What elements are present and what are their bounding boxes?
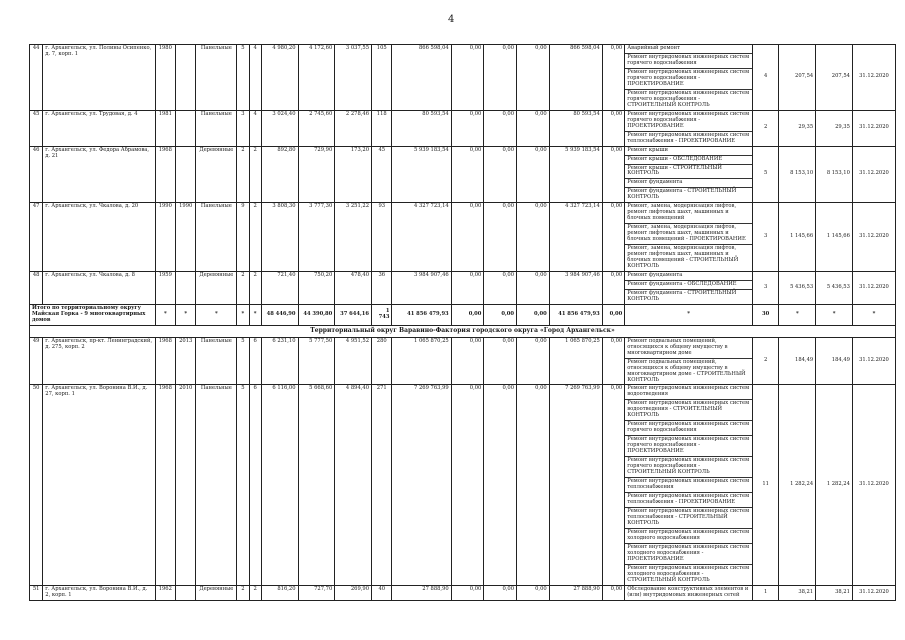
table-row (30, 203, 896, 272)
row-number: 44 (30, 45, 43, 111)
table-row (30, 45, 896, 111)
fund-owners-cell: 866 598,04 (549, 45, 602, 111)
page-number: 4 (448, 14, 455, 25)
cost-total-cell: 866 598,04 (392, 45, 451, 111)
cost-limit-cell: 1 282,24 (816, 385, 853, 585)
year-repair-cell: 1990 (176, 203, 196, 272)
work-item: Ремонт фундамента (625, 272, 752, 281)
works-list-cell (625, 146, 753, 203)
work-item: Ремонт, замена, модернизация лифтов, ремонт лифтовых шахт, машинных и блочных помещений - ПРОЕКТИРОВАНИЕ (625, 224, 752, 245)
floors-cell: 2 (237, 146, 249, 203)
fund-local-cell: 0,00 (517, 385, 550, 585)
works-count-cell: 5 (752, 146, 779, 203)
area-residential-cell: 3 037,55 (335, 45, 372, 111)
deadline-cell: 31.12.2020 (852, 272, 895, 305)
fund-region-cell: 0,00 (484, 337, 517, 385)
cost-total-cell: 1 065 870,25 (392, 337, 451, 385)
cost-per-m2-cell: 38,21 (779, 585, 816, 600)
works-count-cell: 3 (752, 272, 779, 305)
entrances-cell: 6 (249, 337, 261, 385)
floors-cell: 5 (237, 385, 249, 585)
fund-owners-cell: 4 327 723,14 (549, 203, 602, 272)
work-item: Ремонт фундамента - ОБСЛЕДОВАНИЕ (625, 281, 752, 290)
works-count-cell: 3 (752, 203, 779, 272)
address-cell: г. Архангельск, ул. Чкалова, д. 20 (43, 203, 155, 272)
entrances-cell: 2 (249, 203, 261, 272)
work-item: Ремонт, замена, модернизация лифтов, ремонт лифтовых шахт, машинных и блочных помещений - СТРОИТЕЛЬНЫЙ КОНТРОЛЬ (627, 245, 739, 270)
works-count-cell: 2 (752, 110, 779, 146)
table-row (30, 146, 896, 203)
entrances-cell: 6 (249, 385, 261, 585)
cost-total-cell: 27 888,90 (392, 585, 451, 600)
address-cell: г. Архангельск, ул. Воронина В.И., д. 2, корп. 1 (43, 585, 155, 600)
fund-owners-cell: 3 984 907,46 (549, 272, 602, 305)
work-item: Ремонт внутридомовых инженерных систем холодного водоснабжения - ПРОЕКТИРОВАНИЕ (625, 544, 752, 565)
area-total-cell: 3 024,40 (261, 110, 298, 146)
fund-federal-cell: 0,00 (451, 146, 484, 203)
fund-other-cell: 0,00 (602, 146, 624, 203)
area-living-cell: 727,70 (298, 585, 335, 600)
floors-cell: 3 (237, 110, 249, 146)
fund-federal-cell: 0,00 (451, 272, 484, 305)
entrances-cell: 2 (249, 272, 261, 305)
cost-total-cell: 3 984 907,46 (392, 272, 451, 305)
fund-other-cell: 0,00 (602, 337, 624, 385)
fund-owners-cell: 27 888,90 (549, 585, 602, 600)
fund-federal-cell: 0,00 (451, 337, 484, 385)
work-item: Ремонт внутридомовых инженерных систем горячего водоснабжения - ПРОЕКТИРОВАНИЕ (625, 111, 752, 132)
address-cell: г. Архангельск, ул. Полины Осипенко, д. 7, корп. 1 (43, 45, 155, 111)
work-item: Ремонт крыши - СТРОИТЕЛЬНЫЙ КОНТРОЛЬ (625, 165, 752, 180)
fund-region-cell: 0,00 (484, 45, 517, 111)
fund-other-cell: 0,00 (602, 203, 624, 272)
row-number: 45 (30, 110, 43, 146)
works-list-cell (625, 45, 753, 111)
area-residential-cell: 4 894,40 (335, 385, 372, 585)
works-count-cell: 4 (752, 45, 779, 111)
area-total-cell: 816,20 (261, 585, 298, 600)
work-item: Обследование конструктивных элементов и (или) внутридомовых инженерных сетей (627, 585, 749, 598)
fund-other-cell: 0,00 (602, 385, 624, 585)
fund-region-cell: 0,00 (484, 272, 517, 305)
year-built-cell: 1968 (155, 146, 175, 203)
floors-cell: 2 (237, 585, 249, 600)
entrances-cell: 4 (249, 45, 261, 111)
fund-local-cell: 0,00 (517, 146, 550, 203)
work-item: Ремонт фундамента - СТРОИТЕЛЬНЫЙ КОНТРОЛЬ (627, 188, 737, 201)
fund-other-cell: 0,00 (602, 110, 624, 146)
work-item: Ремонт фундамента (625, 179, 752, 188)
fund-other-cell: 0,00 (602, 272, 624, 305)
works-list-cell (625, 272, 753, 305)
work-item: Ремонт внутридомовых инженерных систем водоотведения - СТРОИТЕЛЬНЫЙ КОНТРОЛЬ (625, 400, 752, 421)
fund-federal-cell: 0,00 (451, 385, 484, 585)
cost-limit-cell: 184,49 (816, 337, 853, 385)
area-living-cell: 5 668,60 (298, 385, 335, 585)
residents-cell: 105 (372, 45, 392, 111)
works-list-cell (625, 585, 753, 600)
year-built-cell: 1968 (155, 337, 175, 385)
deadline-cell: 31.12.2020 (852, 110, 895, 146)
cost-per-m2-cell: 207,54 (779, 45, 816, 111)
area-residential-cell: 269,90 (335, 585, 372, 600)
address-cell: г. Архангельск, ул. Федора Абрамова, д. 21 (43, 146, 155, 203)
deadline-cell: 31.12.2020 (852, 337, 895, 385)
year-repair-cell (176, 45, 196, 111)
work-item: Ремонт внутридомовых инженерных систем горячего водоснабжения - СТРОИТЕЛЬНЫЙ КОНТРОЛЬ (625, 457, 752, 478)
work-item: Ремонт подвальных помещений, относящихся к общему имуществу в многоквартирном доме (625, 338, 752, 359)
works-count-cell: 11 (752, 385, 779, 585)
area-total-cell: 3 808,30 (261, 203, 298, 272)
table-row (30, 337, 896, 385)
row-number: 51 (30, 585, 43, 600)
cost-per-m2-cell: 1 145,66 (779, 203, 816, 272)
year-repair-cell (176, 146, 196, 203)
cost-limit-cell: 8 153,10 (816, 146, 853, 203)
works-list-cell (625, 337, 753, 385)
subtotal-label: Итого по территориальному округу Майская Горка - 9 многоквартирных домов (30, 304, 156, 325)
row-number: 46 (30, 146, 43, 203)
residents-cell: 93 (372, 203, 392, 272)
wall-material-cell: Деревянные (196, 272, 237, 305)
residents-cell: 36 (372, 272, 392, 305)
cost-per-m2-cell: 5 436,53 (779, 272, 816, 305)
floors-cell: 2 (237, 272, 249, 305)
cost-total-cell: 4 327 723,14 (392, 203, 451, 272)
residents-cell: 40 (372, 585, 392, 600)
deadline-cell: 31.12.2020 (852, 585, 895, 600)
cost-limit-cell: 207,54 (816, 45, 853, 111)
works-list-cell (625, 110, 753, 146)
cost-total-cell: 7 269 763,99 (392, 385, 451, 585)
district-header-row (30, 325, 896, 337)
work-item: Ремонт внутридомовых инженерных систем горячего водоснабжения - СТРОИТЕЛЬНЫЙ КОНТРОЛЬ (627, 89, 750, 108)
work-item: Ремонт крыши - ОБСЛЕДОВАНИЕ (625, 156, 752, 165)
cost-per-m2-cell: 8 153,10 (779, 146, 816, 203)
table-row (30, 110, 896, 146)
work-item: Ремонт фундамента - СТРОИТЕЛЬНЫЙ КОНТРОЛЬ (627, 289, 737, 302)
area-living-cell: 750,20 (298, 272, 335, 305)
fund-local-cell: 0,00 (517, 337, 550, 385)
fund-federal-cell: 0,00 (451, 110, 484, 146)
cost-per-m2-cell: 29,35 (779, 110, 816, 146)
wall-material-cell: Панельные (196, 110, 237, 146)
cost-total-cell: 80 593,54 (392, 110, 451, 146)
entrances-cell: 2 (249, 146, 261, 203)
fund-region-cell: 0,00 (484, 585, 517, 600)
fund-owners-cell: 7 269 763,99 (549, 385, 602, 585)
fund-local-cell: 0,00 (517, 272, 550, 305)
cost-limit-cell: 1 145,66 (816, 203, 853, 272)
year-built-cell: 1962 (155, 585, 175, 600)
entrances-cell: 4 (249, 110, 261, 146)
fund-owners-cell: 1 065 870,25 (549, 337, 602, 385)
cost-limit-cell: 29,35 (816, 110, 853, 146)
year-repair-cell (176, 272, 196, 305)
residents-cell: 118 (372, 110, 392, 146)
fund-region-cell: 0,00 (484, 385, 517, 585)
fund-region-cell: 0,00 (484, 203, 517, 272)
work-item: Ремонт внутридомовых инженерных систем теплоснабжения - СТРОИТЕЛЬНЫЙ КОНТРОЛЬ (625, 508, 752, 529)
works-list-cell (625, 203, 753, 272)
cost-total-cell: 5 939 183,54 (392, 146, 451, 203)
entrances-cell: 2 (249, 585, 261, 600)
year-built-cell: 1959 (155, 272, 175, 305)
area-living-cell: 4 172,60 (298, 45, 335, 111)
cost-limit-cell: 38,21 (816, 585, 853, 600)
deadline-cell: 31.12.2020 (852, 45, 895, 111)
area-living-cell: 5 777,50 (298, 337, 335, 385)
capital-repair-table (29, 44, 896, 601)
wall-material-cell: Деревянные (196, 146, 237, 203)
year-repair-cell (176, 585, 196, 600)
work-item: Ремонт подвальных помещений, относящихся к общему имуществу в многоквартирном доме - СТРОИТЕЛЬНЫЙ КОНТРОЛЬ (627, 358, 746, 383)
year-built-cell: 1980 (155, 45, 175, 111)
area-total-cell: 6 116,00 (261, 385, 298, 585)
subtotal-row: Итого по территориальному округу Майская Горка - 9 многоквартирных домов * * * * * 48 446,90 44 390,80 37 644,16 1 743 41 856 479,93 0,00 0,00 0,00 41 856 479,93 0,00 * 30 * * * (30, 304, 896, 325)
work-item: Ремонт внутридомовых инженерных систем холодного водоснабжения - СТРОИТЕЛЬНЫЙ КОНТРОЛЬ (627, 564, 750, 583)
address-cell: г. Архангельск, ул. Чкалова, д. 8 (43, 272, 155, 305)
district-title: Территориальный округ Варавино-Фактория городского округа «Город Архангельск» (30, 325, 896, 337)
fund-federal-cell: 0,00 (451, 45, 484, 111)
residents-cell: 280 (372, 337, 392, 385)
floors-cell: 5 (237, 337, 249, 385)
address-cell: г. Архангельск, пр-кт. Ленинградский, д. 275, корп. 2 (43, 337, 155, 385)
area-total-cell: 6 231,10 (261, 337, 298, 385)
row-number: 48 (30, 272, 43, 305)
fund-owners-cell: 5 939 183,54 (549, 146, 602, 203)
area-total-cell: 721,40 (261, 272, 298, 305)
residents-cell: 45 (372, 146, 392, 203)
district-block-2 (30, 337, 896, 600)
work-item: Ремонт внутридомовых инженерных систем горячего водоснабжения - ПРОЕКТИРОВАНИЕ (625, 436, 752, 457)
area-residential-cell: 173,20 (335, 146, 372, 203)
work-item: Ремонт внутридомовых инженерных систем водоотведения (625, 385, 752, 400)
work-item: Ремонт внутридомовых инженерных систем горячего водоснабжения (625, 54, 752, 69)
fund-local-cell: 0,00 (517, 45, 550, 111)
area-living-cell: 3 777,30 (298, 203, 335, 272)
wall-material-cell: Панельные (196, 203, 237, 272)
year-built-cell: 1981 (155, 110, 175, 146)
fund-federal-cell: 0,00 (451, 203, 484, 272)
work-item: Ремонт, замена, модернизация лифтов, ремонт лифтовых шахт, машинных и блочных помещений (625, 203, 752, 224)
year-repair-cell: 2013 (176, 337, 196, 385)
fund-other-cell: 0,00 (602, 45, 624, 111)
cost-per-m2-cell: 1 282,24 (779, 385, 816, 585)
work-item: Ремонт внутридомовых инженерных систем холодного водоснабжения (625, 529, 752, 544)
year-built-cell: 1990 (155, 203, 175, 272)
work-item: Аварийный ремонт (625, 45, 752, 54)
deadline-cell: 31.12.2020 (852, 385, 895, 585)
fund-local-cell: 0,00 (517, 110, 550, 146)
table-row (30, 385, 896, 585)
row-number: 50 (30, 385, 43, 585)
fund-region-cell: 0,00 (484, 110, 517, 146)
work-item: Ремонт внутридомовых инженерных систем горячего водоснабжения - ПРОЕКТИРОВАНИЕ (625, 69, 752, 90)
address-cell: г. Архангельск, ул. Воронина В.И., д. 27, корп. 1 (43, 385, 155, 585)
row-number: 49 (30, 337, 43, 385)
deadline-cell: 31.12.2020 (852, 146, 895, 203)
fund-local-cell: 0,00 (517, 585, 550, 600)
work-item: Ремонт внутридомовых инженерных систем теплоснабжения - ПРОЕКТИРОВАНИЕ (627, 131, 750, 144)
fund-owners-cell: 80 593,54 (549, 110, 602, 146)
area-residential-cell: 2 278,46 (335, 110, 372, 146)
works-list-cell (625, 385, 753, 585)
wall-material-cell: Деревянные (196, 585, 237, 600)
cost-per-m2-cell: 184,49 (779, 337, 816, 385)
row-number: 47 (30, 203, 43, 272)
wall-material-cell: Панельные (196, 337, 237, 385)
district-block-1 (30, 45, 896, 305)
year-built-cell: 1968 (155, 385, 175, 585)
works-count-cell: 1 (752, 585, 779, 600)
work-item: Ремонт внутридомовых инженерных систем теплоснабжения - ПРОЕКТИРОВАНИЕ (625, 493, 752, 508)
area-living-cell: 729,90 (298, 146, 335, 203)
fund-local-cell: 0,00 (517, 203, 550, 272)
area-living-cell: 2 745,60 (298, 110, 335, 146)
area-total-cell: 4 980,20 (261, 45, 298, 111)
area-total-cell: 892,80 (261, 146, 298, 203)
area-residential-cell: 478,40 (335, 272, 372, 305)
work-item: Ремонт внутридомовых инженерных систем горячего водоснабжения (625, 421, 752, 436)
fund-federal-cell: 0,00 (451, 585, 484, 600)
wall-material-cell: Панельные (196, 385, 237, 585)
table-row (30, 585, 896, 600)
deadline-cell: 31.12.2020 (852, 203, 895, 272)
work-item: Ремонт внутридомовых инженерных систем теплоснабжения (625, 478, 752, 493)
address-cell: г. Архангельск, ул. Трудовая, д. 4 (43, 110, 155, 146)
fund-region-cell: 0,00 (484, 146, 517, 203)
residents-cell: 271 (372, 385, 392, 585)
year-repair-cell: 2010 (176, 385, 196, 585)
cost-limit-cell: 5 436,53 (816, 272, 853, 305)
wall-material-cell: Панельные (196, 45, 237, 111)
work-item: Ремонт крыши (625, 147, 752, 156)
fund-other-cell: 0,00 (602, 585, 624, 600)
year-repair-cell (176, 110, 196, 146)
floors-cell: 5 (237, 45, 249, 111)
area-residential-cell: 3 251,22 (335, 203, 372, 272)
table-row (30, 272, 896, 305)
works-count-cell: 2 (752, 337, 779, 385)
floors-cell: 9 (237, 203, 249, 272)
area-residential-cell: 4 951,52 (335, 337, 372, 385)
